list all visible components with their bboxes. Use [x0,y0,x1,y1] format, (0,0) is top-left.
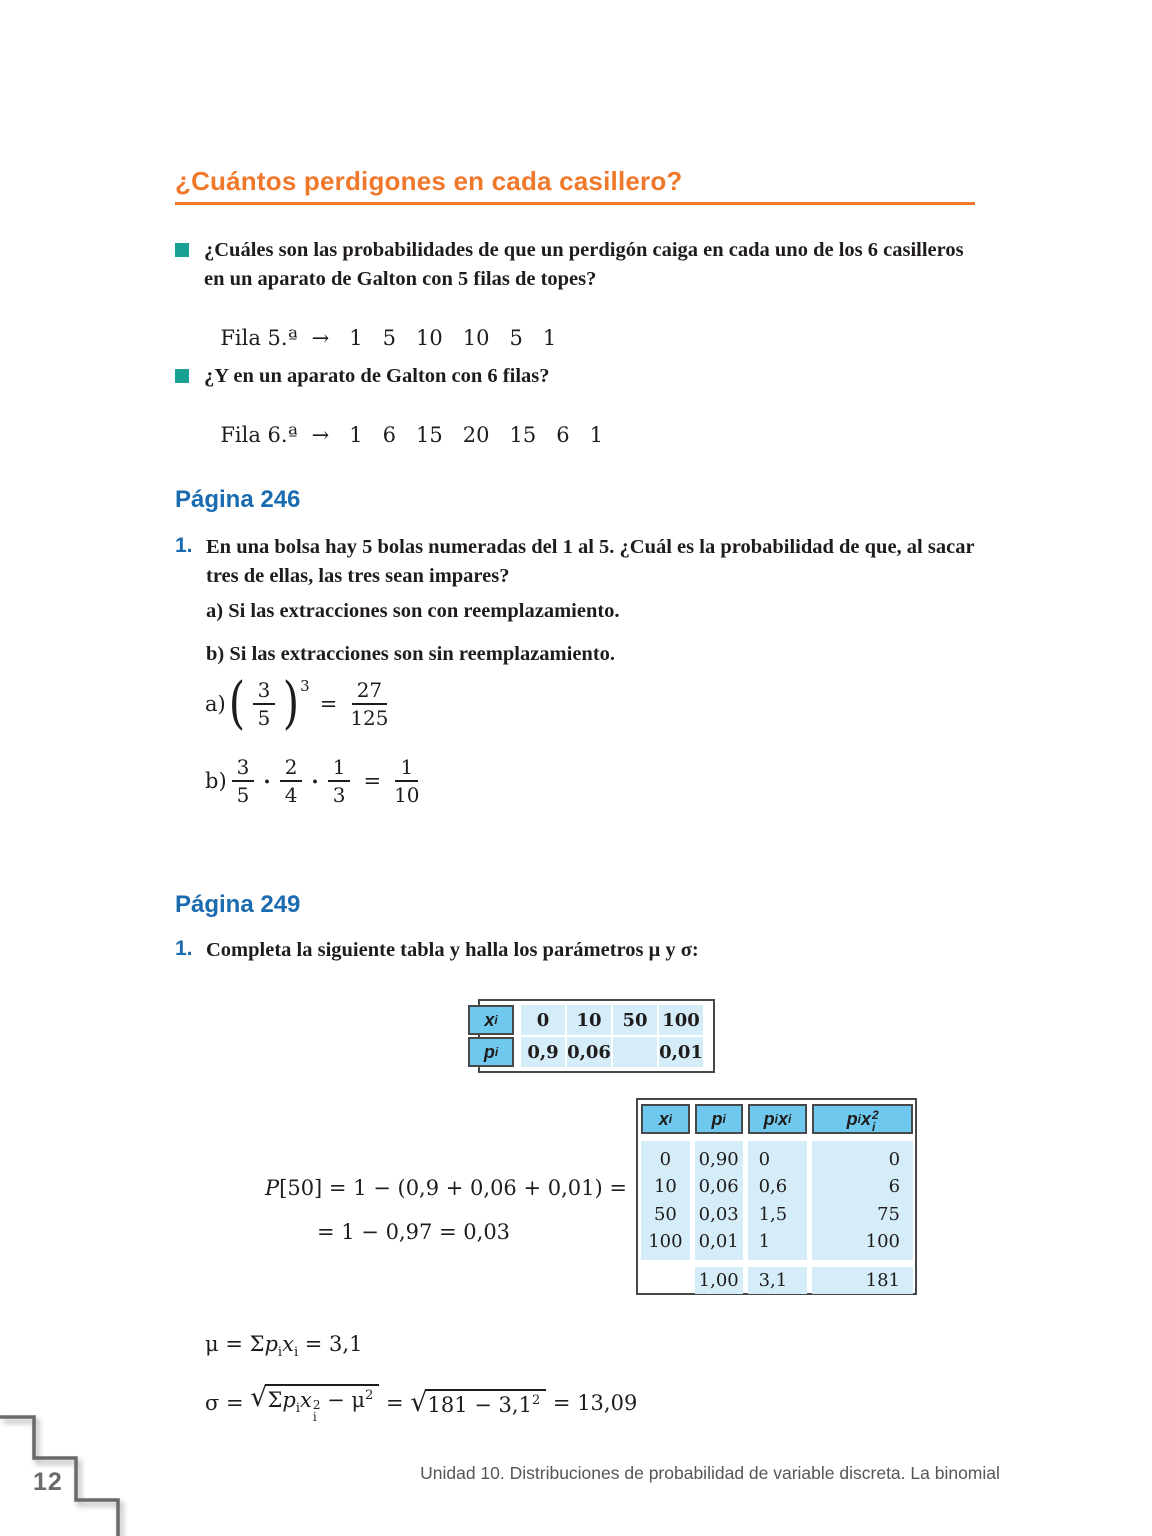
table-totals-row [641,1267,913,1294]
multiply-dot: · [311,768,319,794]
total-pixi2: 181 [812,1267,913,1294]
column-pi: 0,90 0,06 0,03 0,01 [695,1141,743,1260]
question-1-text: ¿Cuáles son las probabilidades de que un perdigón caiga en cada uno de los 6 casilleros en un aparato de Galton con 5 filas de topes? [204,239,964,290]
fraction: $\frac{1}{3}$ [328,755,351,807]
solution-b [205,752,425,810]
title-underline [175,202,975,205]
page-heading-249: Página 249 [175,891,301,918]
totals-spacer [641,1267,690,1294]
page-heading-246: Página 246 [175,486,301,513]
column-header-xi: x i [641,1104,690,1134]
column-header-pi: p i [695,1104,743,1134]
radical-sign: √ [410,1386,428,1418]
column-header-pixi2: p i x 2 i [812,1104,913,1134]
fraction: $\frac{3}{5}$ [253,678,276,730]
table-cell: 100 [659,1005,703,1035]
table-cell: 50 [613,1005,657,1035]
column-pixi2: 0 6 75 100 [812,1141,913,1260]
question-1 [175,236,983,294]
exercise-statement: En una bolsa hay 5 bolas numeradas del 1 al 5. ¿Cuál es la probabilidad de que, al sacar tres de ellas, las tres sean impares? [206,536,975,587]
fraction: $\frac{27}{125}$ [350,678,389,730]
row-header-xi: x i [468,1005,514,1035]
table-cell-empty [613,1037,657,1067]
exercise-number: 1. [175,937,193,960]
fila-6-label: Fila 6.ª [220,423,298,447]
table-cell: 0,9 [521,1037,565,1067]
right-arrow-icon: → [311,326,330,350]
table-cell: 0,01 [659,1037,703,1067]
square-root [410,1386,546,1418]
column-pixi: 0 0,6 1,5 1 [748,1141,808,1260]
solution-a-label: a) [205,692,226,716]
fila-6-row [207,399,603,447]
row-header-pi: p i [468,1037,514,1067]
p50-line-1: P[50] = 1 − (0,9 + 0,06 + 0,01) = [265,1176,627,1200]
exercise-number: 1. [175,534,193,557]
radicand: $\Sigma p_ix$ 2 i − $\mu^2$ [265,1384,380,1421]
exercise-statement: Completa la siguiente tabla y halla los parámetros μ y σ: [206,939,699,961]
data-table [478,999,715,1073]
radical-sign: √ [250,1382,268,1413]
solution-a [205,672,394,736]
table-cell: 0 [521,1005,565,1035]
footer-text: Unidad 10. Distribuciones de probabilidad de variable discreta. La binomial [420,1463,1000,1483]
equals-sign: = [319,692,338,716]
total-pi: 1,00 [695,1267,743,1294]
table-cell: 10 [567,1005,611,1035]
p50-derivation [265,1166,627,1254]
open-paren: ( [228,670,245,736]
mu-formula: $\mu = \Sigma p_ix_i = 3,1$ [205,1332,363,1361]
p50-line-2: = 1 − 0,97 = 0,03 [317,1220,511,1244]
calculation-table [636,1098,917,1295]
fraction: $\frac{2}{4}$ [280,755,303,807]
fila-5-row [207,302,556,350]
item-a: a) Si las extracciones son con reemplazamiento. [206,600,620,622]
radicand: $181 - 3,1^2$ [425,1389,547,1417]
fraction: $\frac{3}{5}$ [232,755,255,807]
total-pixi: 3,1 [748,1267,808,1294]
multiply-dot: · [263,768,271,794]
table-cell: 0,06 [567,1037,611,1067]
sigma-formula: σ = √ $\Sigma p_ix$ 2 i − $\mu^2$ = √ $181 - 3,1^2$ = 13,09 [205,1382,638,1424]
close-paren: ) [283,670,300,736]
table-row-pi [480,1037,705,1067]
equals-sign: = [363,769,382,793]
table-row-xi [480,1005,705,1035]
fraction: $\frac{1}{10}$ [394,755,420,807]
staircase-decoration [0,1400,140,1536]
section-title: ¿Cuántos perdigones en cada casillero? [175,166,683,196]
question-2-text: ¿Y en un aparato de Galton con 6 filas? [204,365,550,387]
item-b: b) Si las extracciones son sin reemplazamiento. [206,643,616,665]
solution-b-label: b) [205,769,227,793]
exponent: 3 [300,677,310,695]
fila-6-values: 1 6 15 20 15 6 1 [349,423,603,447]
bullet-square-icon [175,369,189,383]
question-2 [175,362,983,391]
table-header-row [641,1104,913,1134]
right-arrow-icon: → [311,423,330,447]
column-header-pixi: p i x i [748,1104,808,1134]
page-number: 12 [33,1468,63,1496]
fila-5-values: 1 5 10 10 5 1 [349,326,557,350]
bullet-square-icon [175,243,189,257]
square-root [250,1382,379,1424]
column-xi: 0 10 50 100 [641,1141,690,1260]
fila-5-label: Fila 5.ª [220,326,298,350]
table-data-row [641,1141,913,1260]
